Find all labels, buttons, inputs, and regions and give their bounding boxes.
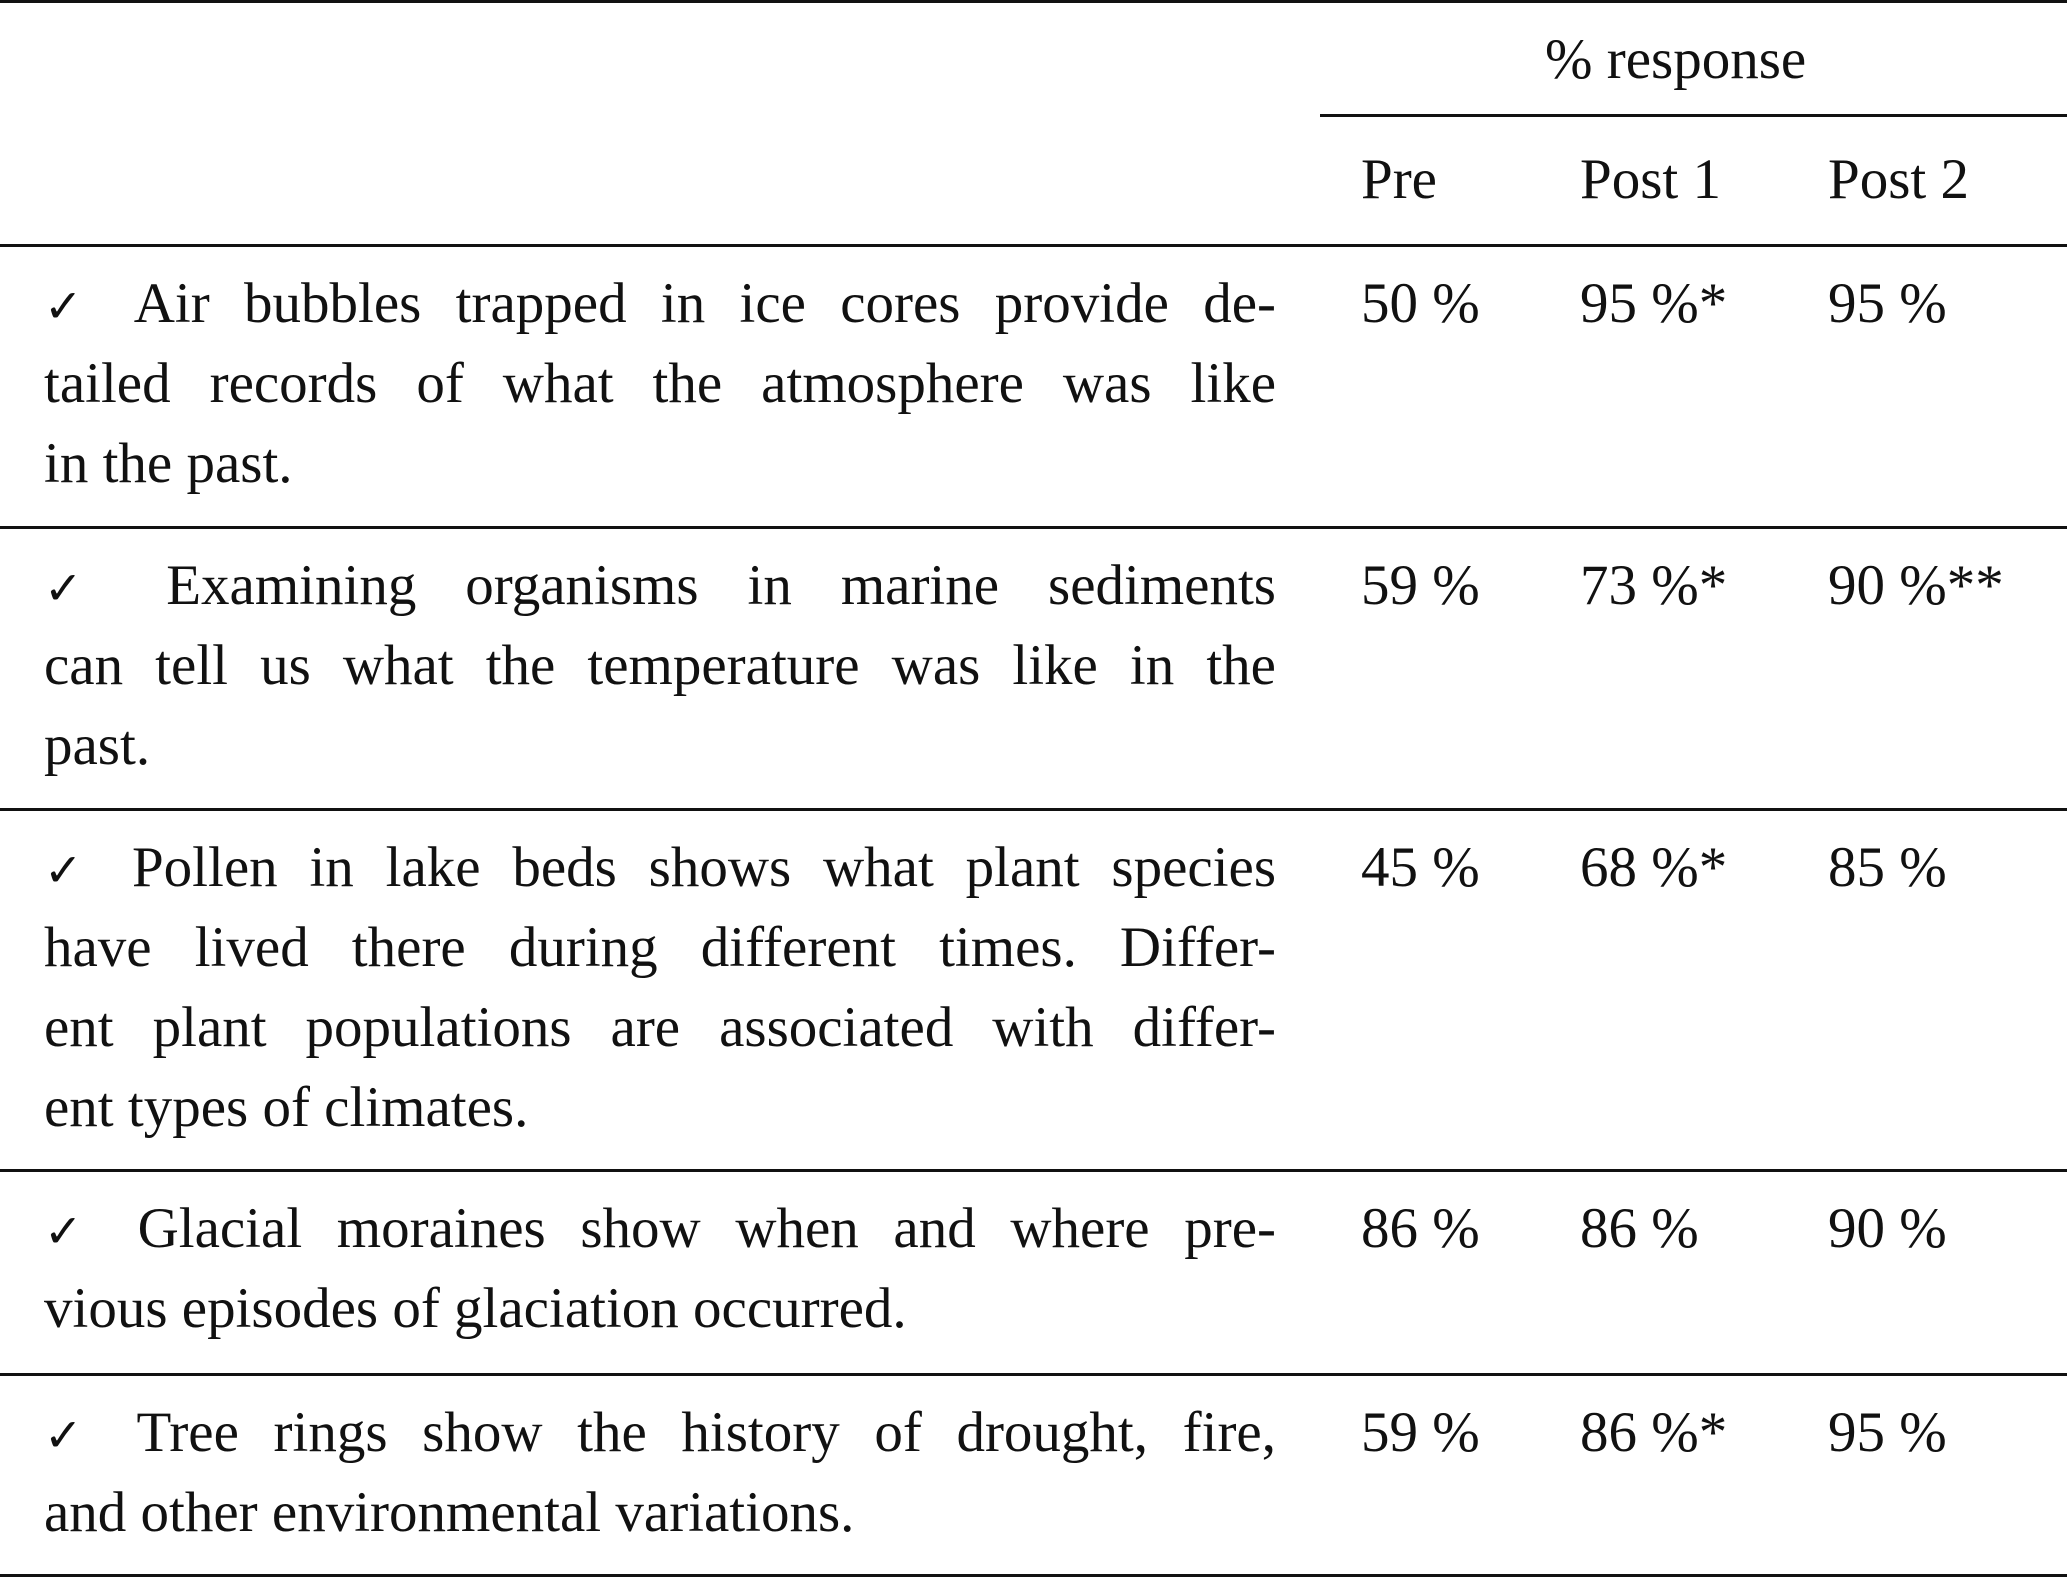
table-cell: 95 % [1828, 1401, 1947, 1464]
row-divider [0, 526, 2067, 529]
group-header: % response [1545, 28, 1807, 91]
table-row-label: ✓ Tree rings show the history of drought, fire, and other environmental variations. [44, 1401, 1276, 1544]
check-mark-icon: ✓ [44, 561, 118, 615]
table-cell: 90 %** [1828, 554, 2004, 617]
row-divider [0, 1373, 2067, 1376]
table-cell: 90 % [1828, 1197, 1947, 1260]
header-rule [0, 244, 2067, 247]
column-header-pre: Pre [1361, 148, 1437, 211]
top-rule [0, 0, 2067, 3]
table-cell: 59 % [1361, 1401, 1480, 1464]
table-cell: 85 % [1828, 836, 1947, 899]
table-row-label: ✓ Examining organisms in marine sediments can tell us what the temperature was like in the past. [44, 554, 1276, 777]
table-cell: 68 %* [1580, 836, 1728, 899]
row-divider [0, 808, 2067, 811]
table-cell: 73 %* [1580, 554, 1728, 617]
table-cell: 50 % [1361, 272, 1480, 335]
table-cell: 95 % [1828, 272, 1947, 335]
table-row-label: ✓ Air bubbles trapped in ice cores provide de- tailed records of what the atmosphere was like in the past. [44, 272, 1276, 495]
bottom-rule [0, 1574, 2067, 1577]
table-cell: 86 % [1361, 1197, 1480, 1260]
table-row-label: ✓ Pollen in lake beds shows what plant species have lived there during different times. Differ- ent plant populations are associated with differ- ent types of climates. [44, 836, 1277, 1139]
column-header-post-1: Post 1 [1580, 148, 1721, 211]
check-mark-icon: ✓ [44, 1408, 103, 1462]
check-mark-icon: ✓ [44, 279, 103, 333]
table-cell: 86 % [1580, 1197, 1699, 1260]
check-mark-icon: ✓ [44, 843, 101, 897]
check-mark-icon: ✓ [44, 1204, 103, 1258]
column-header-post-2: Post 2 [1828, 148, 1969, 211]
table-cell: 95 %* [1580, 272, 1728, 335]
row-divider [0, 1169, 2067, 1172]
table-cell: 45 % [1361, 836, 1480, 899]
group-header-rule [1320, 114, 2067, 117]
table-row-label: ✓ Glacial moraines show when and where pre- vious episodes of glaciation occurred. [44, 1197, 1277, 1340]
table-cell: 86 %* [1580, 1401, 1728, 1464]
table-cell: 59 % [1361, 554, 1480, 617]
